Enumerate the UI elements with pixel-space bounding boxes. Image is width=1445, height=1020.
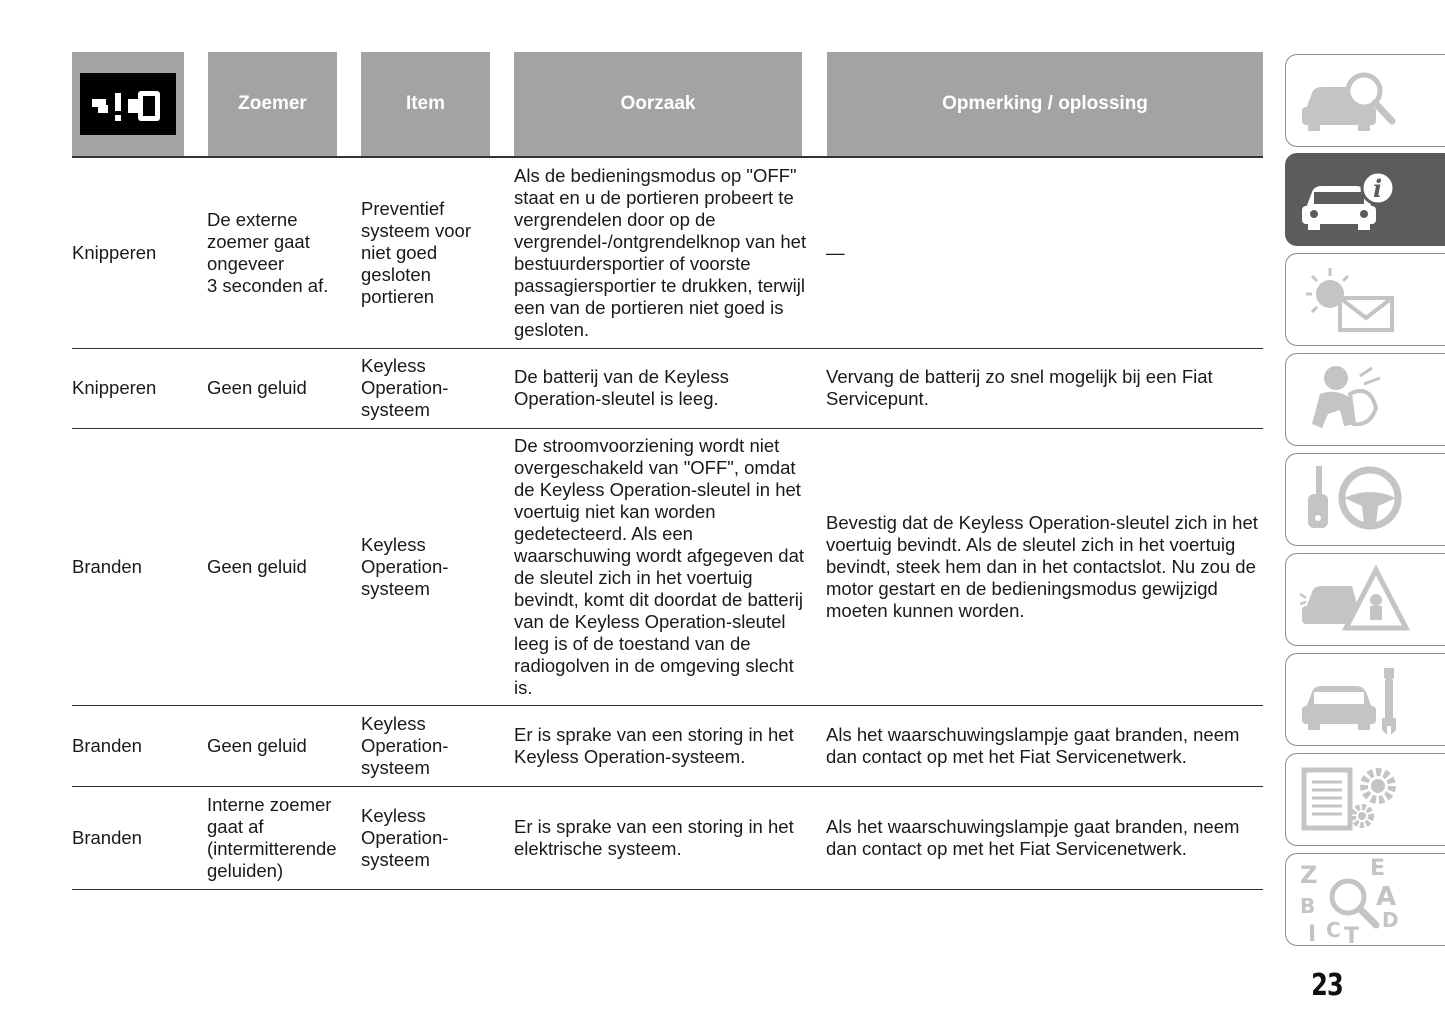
item-cell: Keyless Operation- systeem <box>361 804 449 870</box>
index-letter: E <box>1370 856 1386 881</box>
header-warning-icon-cell <box>72 52 184 156</box>
remark-cell: Als het waarschuwingslampje gaat branden, neem dan contact op met het Fiat Servicenetwerk. <box>826 815 1240 859</box>
airbag-person-icon <box>1300 364 1410 436</box>
remark-cell: Vervang de batterij zo snel mogelijk bij een Fiat Servicepunt. <box>826 366 1213 409</box>
item-cell: Preventief systeem voor niet goed gesloten portieren <box>361 198 472 307</box>
car-info-icon <box>1300 164 1410 236</box>
signal-cell: Branden <box>72 826 142 848</box>
remark-cell: — <box>826 242 845 263</box>
car-warning-triangle-icon <box>1300 564 1410 636</box>
buzzer-cell: De externe zoemer gaat ongeveer 3 seconden af. <box>207 209 329 296</box>
tab-emergency[interactable] <box>1285 553 1445 646</box>
signal-cell: Branden <box>72 734 142 756</box>
signal-cell: Knipperen <box>72 377 157 398</box>
row-divider <box>72 428 1263 429</box>
row-divider <box>72 705 1263 706</box>
cause-cell: De batterij van de Keyless Operation-sleutel is leeg. <box>514 366 729 409</box>
signal-cell: Knipperen <box>72 242 157 263</box>
key-steering-wheel-icon <box>1300 464 1410 536</box>
tab-maintenance[interactable] <box>1285 653 1445 746</box>
buzzer-cell: Geen geluid <box>207 377 307 398</box>
buzzer-cell: Geen geluid <box>207 556 307 577</box>
index-letter: D <box>1382 907 1399 932</box>
row-divider <box>72 348 1263 349</box>
tab-dashboard[interactable] <box>1285 54 1445 147</box>
list-gears-icon <box>1300 764 1410 836</box>
tab-safety[interactable] <box>1285 353 1445 446</box>
tab-starting-driving[interactable] <box>1285 453 1445 546</box>
row-divider <box>72 889 1263 890</box>
remark-cell: Bevestig dat de Keyless Operation-sleutel zich in het voertuig bevindt. Als de sleutel zich in het voertuig bevindt, steek hem dan in het contactslot. Nu zou de motor gestart en de bedieningsmodus gewijzigd moeten kunnen worden. <box>826 512 1258 621</box>
tab-alphabetical-index[interactable] <box>1285 853 1445 946</box>
index-letter: B <box>1300 893 1316 918</box>
light-message-icon <box>1300 264 1410 336</box>
car-search-icon <box>1300 65 1410 137</box>
alphabet-index-icon <box>1300 857 1410 943</box>
key-warning-icon <box>80 73 176 135</box>
index-letter: T <box>1344 923 1360 943</box>
item-cell: Keyless Operation- systeem <box>361 712 449 778</box>
buzzer-cell: Geen geluid <box>207 734 307 756</box>
buzzer-cell: Interne zoemer gaat af (intermitterende geluiden) <box>207 793 337 881</box>
page-number: 23 <box>1311 968 1343 1003</box>
cause-cell: Als de bedieningsmodus op "OFF" staat en u de portieren probeert te vergrendelen door op de vergrendel-/ontgrendelknop van het bestuurdersportier of voorste passagiersportier te drukken, terwijl een van de portieren niet goed is gesloten. <box>514 165 807 340</box>
tab-warning-lights[interactable] <box>1285 253 1445 346</box>
cause-cell: De stroomvoorziening wordt niet overgeschakeld van "OFF", omdat de Keyless Operation-sleutel in het voertuig niet kan worden gedetecteerd. Als een waarschuwing wordt afgegeven dat de sleutel zich in het voertuig bevindt, komt dit doordat de batterij van de Keyless Operation-sleutel leeg is of de toestand van de radiogolven in de omgeving slecht is. <box>514 435 805 698</box>
cause-cell: Er is sprake van een storing in het Keyless Operation-systeem. <box>514 723 794 767</box>
car-wrench-icon <box>1300 664 1410 736</box>
tab-technical-data[interactable] <box>1285 753 1445 846</box>
signal-cell: Branden <box>72 556 142 577</box>
index-letter: Z <box>1300 860 1318 889</box>
header-item: Item <box>361 52 490 156</box>
index-letter: A <box>1376 881 1397 912</box>
remark-cell: Als het waarschuwingslampje gaat branden, neem dan contact op met het Fiat Servicenetwerk. <box>826 723 1240 767</box>
cause-cell: Er is sprake van een storing in het elektrische systeem. <box>514 815 794 859</box>
tab-getting-to-know[interactable] <box>1285 153 1445 246</box>
header-divider <box>72 156 1263 158</box>
item-cell: Keyless Operation- systeem <box>361 534 449 599</box>
index-letter: I <box>1308 921 1317 943</box>
header-zoemer: Zoemer <box>208 52 337 156</box>
svg-text:i: i <box>1373 173 1383 203</box>
item-cell: Keyless Operation- systeem <box>361 355 449 420</box>
index-letter: C <box>1326 917 1341 942</box>
row-divider <box>72 786 1263 787</box>
header-opmerking: Opmerking / oplossing <box>827 52 1263 156</box>
header-oorzaak: Oorzaak <box>514 52 802 156</box>
